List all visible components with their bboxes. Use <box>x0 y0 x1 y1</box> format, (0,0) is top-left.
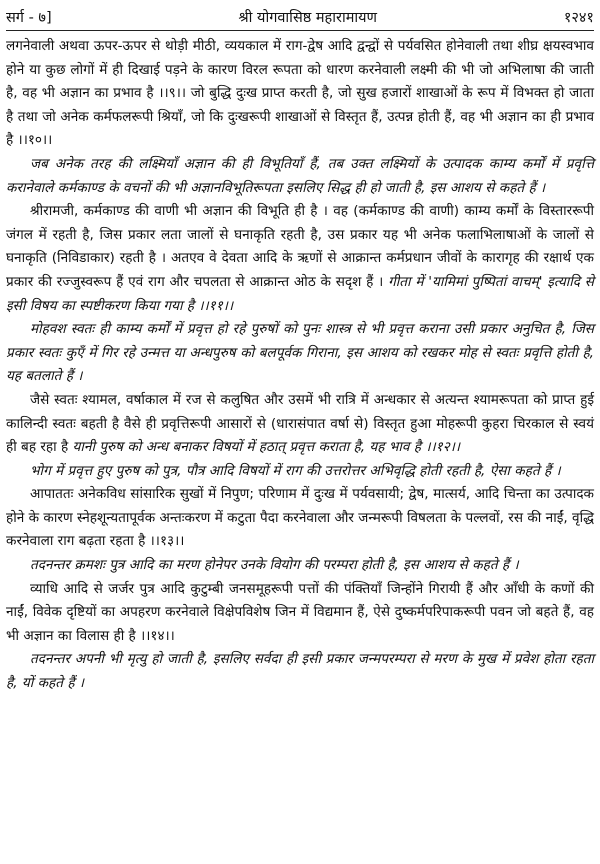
book-title: श्री योगवासिष्ठ महारामायण <box>238 10 378 26</box>
page-body <box>6 35 594 864</box>
header-rule <box>6 30 594 31</box>
paragraph-body: श्रीरामजी, कर्मकाण्ड की वाणी भी अज्ञान की विभूति ही है । वह (कर्मकाण्ड की वाणी) काम्य कर्मों के विस्ताररूपी जंगल में रहती है, जिस प्रकार लता जालों से घनाकृति रहती है, उस प्रकार यह भी अनेक फलाभिलाषाओं के जालों से घनाकृति (निविडाकार) रहती है । अतएव वे देवता आदि के ऋणों से आक्रान्त कर्मप्रधान जीवों के कारागृह की रक्षार्थ एक प्रकार की रज्जुस्वरूप हैं एवं राग और चपलता से आक्रान्त ओठ के सदृश हैं । गीता में 'यामिमां पुष्पितां वाचम्' इत्यादि से इसी विषय का स्पष्टीकरण किया गया है ।।११।। <box>6 203 594 314</box>
paragraph-intro: तदनन्तर क्रमशः पुत्र आदि का मरण होनेपर उनके वियोग की परम्परा होती है, इस आशय से कहते हैं । <box>30 557 519 574</box>
verse-reference: यानी पुरुष को अन्ध बनाकर विषयों में हठात् प्रवृत्त कराता है, यह भाव है ।।१२।। <box>72 439 461 456</box>
paragraph-intro: तदनन्तर अपनी भी मृत्यु हो जाती है, इसलिए सर्वदा ही इसी प्रकार जन्मपरम्परा से मरण के मुख में प्रवेश होता रहता है, यों कहते हैं । <box>6 651 594 692</box>
page-number: १२४१ <box>563 10 594 26</box>
page-header <box>6 4 594 30</box>
paragraph-body: व्याधि आदि से जर्जर पुत्र आदि कुटुम्बी जनसमूहरूपी पत्तों की पंक्तियाँ जिन्होंने गिरायी हैं और आँधी के कणों की नाईं, विवेक दृष्टियों का अपहरण करनेवाले विक्षेपविशेष जिन में विद्यमान हैं, ऐसे दुष्कर्मपरिपाकरूपी पवन जो बहते हैं, वह भी अज्ञान का विलास ही है ।।१४।। <box>6 580 594 644</box>
verse-reference: गीता में 'यामिमां पुष्पितां वाचम्' इत्यादि से इसी विषय का स्पष्टीकरण किया गया है ।।११।। <box>6 273 594 314</box>
paragraph-intro: भोग में प्रवृत्त हुए पुरुष को पुत्र, पौत्र आदि विषयों में राग की उत्तरोत्तर अभिवृद्धि होती रहती है, ऐसा कहते हैं । <box>30 462 561 479</box>
paragraph-intro: मोहवश स्वतः ही काम्य कर्मों में प्रवृत्त हो रहे पुरुषों को पुनः शास्त्र से भी प्रवृत्त कराना उसी प्रकार अनुचित है, जिस प्रकार स्वतः कुएँ में गिर रहे उन्मत्त या अन्धपुरुष को बलपूर्वक गिराना, इस आशय को रखकर मोह से स्वतः प्रवृत्ति होती है, यह बतलाते हैं । <box>6 321 594 385</box>
paragraph-body: लगनेवाली अथवा ऊपर-ऊपर से थोड़ी मीठी, व्ययकाल में राग-द्वेष आदि द्वन्द्वों से पर्यवसित होनेवाली तथा शीघ्र क्षयस्वभाव होने या कुछ लोगों में ही दिखाई पड़ने के कारण विरल रूपता को धारण करनेवाली लक्ष्मी की भी जो अभिलाषा की जाती है, वह भी अज्ञान का प्रभाव है ।।९।। जो बुद्धि दुःख प्राप्त करती है, जो सुख हजारों शाखाओं के रूप में विभक्त हो जाता है तथा जो अनेक कर्मफलरूपी श्रियाँ, जो कि दुःखरूपी शाखाओं से विस्तृत हैं, उत्पन्न होती हैं, वह भी अज्ञान का ही प्रभाव है ।।१०।। <box>6 38 594 149</box>
paragraph-intro: जब अनेक तरह की लक्ष्मियाँ अज्ञान की ही विभूतियाँ हैं, तब उक्त लक्ष्मियों के उत्पादक काम्य कर्मों में प्रवृत्ति करानेवाले कर्मकाण्ड के वचनों की भी अज्ञानविभूतिरूपता इसलिए सिद्ध ही हो जाती है, इस आशय से कहते हैं । <box>6 155 594 196</box>
chapter-label: सर्ग - ७] <box>6 10 52 26</box>
paragraph-body: जैसे स्वतः श्यामल, वर्षाकाल में रज से कलुषित और उसमें भी रात्रि में अन्धकार से अत्यन्त श्यामरूपता को प्राप्त हुई कालिन्दी स्वतः बहती है वैसे ही प्रवृत्तिरूपी आसारों से (धारासंपात वर्षा से) विस्तृत हुआ मोहरूपी कुहरा चिरकाल से स्वयं ही बह रहा है यानी पुरुष को अन्ध बनाकर विषयों में हठात् प्रवृत्त कराता है, यह भाव है ।।१२।। <box>6 391 594 456</box>
paragraph-body: आपाततः अनेकविध सांसारिक सुखों में निपुण; परिणाम में दुःख में पर्यवसायी; द्वेष, मात्सर्य, आदि चिन्ता का उत्पादक होने के कारण स्नेहशून्यतापूर्वक अन्तःकरण में कटुता पैदा करनेवाला और जन्मरूपी विषलता के पल्लवों, रस की नाईं, वृद्धि करनेवाला राग बढ़ता रहता है ।।१३।। <box>6 486 594 550</box>
